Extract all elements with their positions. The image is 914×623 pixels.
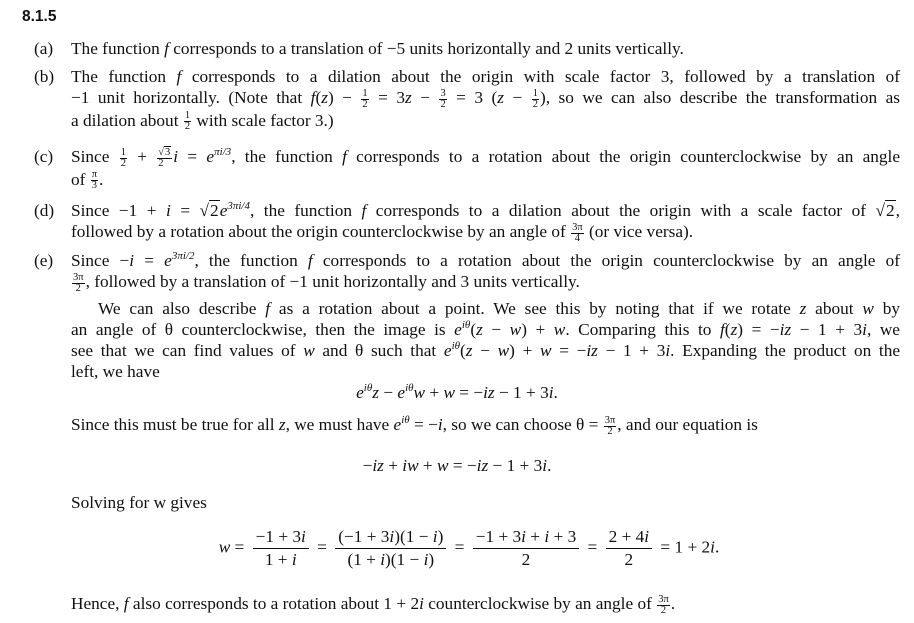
part-a [34,38,900,59]
part-d-label: (d) [34,201,55,220]
equation-expanded: $e^{i\theta}z - e^{i\theta}w + w = -iz - 1 + 3i$. [356,382,558,402]
solving-text: Solving for w gives [71,493,207,512]
part-e-text: Since $-i = e^{3\pi i/2}$, the function f corresponds to a rotation about the origin counterclockwise by an angle of $\frac{3\pi}{2}$ , followed by a translation of −1 unit horizontally and 3 units vertically. [71,250,900,294]
part-b-label: (b) [34,67,55,86]
part-b [34,66,900,132]
part-d [34,200,900,244]
part-c [34,146,900,191]
part-a-label: (a) [34,39,54,58]
rotation-point-paragraph: We can also describe f as a rotation about a point. We see this by noting that if we rotate z about w by an angle of θ counterclockwise, then the image is $e^{i\theta}(z - w) + w$. Comparing this to f(z) = −iz − 1 + 3i, we see that we can find values of w and θ such that $e^{i\theta}(z - w) + w = -iz - 1 + 3i$. Expanding the product on the left, we have [71,299,901,381]
conclusion-text: Hence, f also corresponds to a rotation about 1 + 2i counterclockwise by an angle of $\frac{3\pi}{2}$ . [71,593,676,616]
part-e-label: (e) [34,251,54,270]
part-e [34,250,900,294]
section-number: 8.1.5 [22,8,57,25]
part-d-text: Since $-1 + i = √2e^{3\pi i/4}$, the function f corresponds to a dilation about the origin with a scale factor of √2, followed by a rotation about the origin counterclockwise by an angle of $\frac{3\pi}{4}$ (or vice versa). [71,200,900,244]
part-b-text: The function f corresponds to a dilation about the origin with scale factor 3, followed by a translation of −1 unit horizontally. (Note that f(z) − $\frac{1}{2}$ = 3z − $\frac{3}{2}$ = 3 (z − $\frac{1}{2}$ ), so we can also describe the transformation as a dilation about $\frac{1}{2}$ with scale factor 3.) [71,67,900,133]
part-a-text: The function f corresponds to a translation of −5 units horizontally and 2 units vertically. [71,39,684,58]
equation-solution: w = $\frac{-1 + 3i}{1 + i}$ = $\frac{(-1 + 3i)(1 - i)}{(1 + i)(1 - i)}$ = $\frac{-1 + 3i + i + 3}{2}$ = $\frac{2 + 4i}{2}$ = 1 + 2i. [218,527,720,569]
equation-substituted: −iz + iw + w = −iz − 1 + 3i. [362,456,552,475]
part-c-text: Since $\frac{1}{2}$ + $\frac{√3}{2}$ $i = e^{\pi i/3}$, the function f corresponds to a rotation about the origin counterclockwise by an angle of $\frac{\pi}{3}$ . [71,146,901,192]
part-c-label: (c) [34,147,54,166]
theta-paragraph: Since this must be true for all z, we must have $e^{i\theta} = -i$, so we can choose θ = $\frac{3\pi}{2}$ , and our equation is [71,414,758,437]
